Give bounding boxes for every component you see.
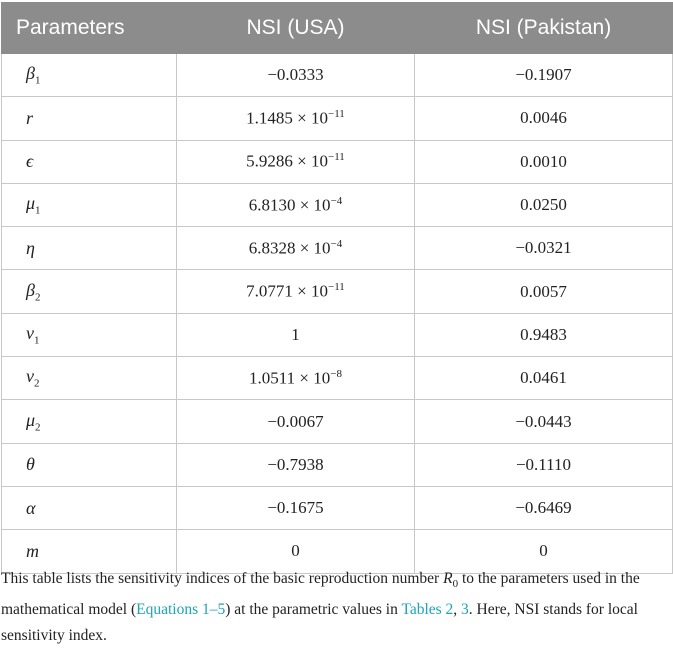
parameter-cell — [2, 140, 177, 183]
nsi-usa-value: 6.8130 × 10 — [248, 195, 331, 215]
header-parameters: Parameters — [2, 3, 177, 54]
nsi-usa-cell — [177, 183, 415, 226]
nsi-pakistan-cell: −0.6469 — [415, 486, 673, 529]
parameter-symbol: μ — [26, 409, 36, 430]
parameter-symbol: α — [26, 497, 36, 518]
nsi-usa-cell — [177, 313, 415, 356]
nsi-usa-value: 1.0511 × 10 — [249, 368, 331, 388]
nsi-usa-cell — [177, 97, 415, 140]
r0-subscript: 0 — [452, 578, 459, 591]
parameter-symbol: ν — [26, 323, 34, 344]
table-row — [2, 54, 673, 97]
table3-link[interactable]: 3 — [461, 601, 469, 619]
nsi-pakistan-cell: −0.1110 — [415, 443, 673, 486]
parameter-symbol: β — [26, 279, 35, 300]
nsi-usa-cell — [177, 140, 415, 183]
nsi-usa-cell — [177, 486, 415, 529]
parameter-subscript: 2 — [34, 291, 41, 304]
nsi-usa-value: −0.0067 — [267, 411, 324, 431]
nsi-usa-exponent: −11 — [328, 281, 345, 294]
parameter-symbol: r — [26, 107, 34, 128]
nsi-usa-value: 0 — [291, 541, 300, 561]
table-row — [2, 486, 673, 529]
table-caption — [1, 566, 669, 649]
nsi-usa-value: 1 — [291, 324, 300, 344]
nsi-usa-value: −0.7938 — [267, 454, 324, 474]
nsi-usa-cell — [177, 270, 415, 313]
parameter-cell — [2, 227, 177, 270]
r0-symbol: R — [443, 570, 453, 587]
nsi-pakistan-cell: −0.1907 — [415, 54, 673, 97]
parameter-subscript: 2 — [35, 421, 41, 434]
sensitivity-table-container — [1, 2, 672, 574]
nsi-usa-cell — [177, 400, 415, 443]
table2-link[interactable]: Tables 2 — [401, 601, 454, 619]
nsi-usa-value: −0.0333 — [267, 65, 324, 85]
parameter-symbol: m — [26, 540, 39, 561]
header-nsi-pakistan: NSI (Pakistan) — [415, 3, 673, 54]
caption-text-5: . Here, NSI stands for local sensitivity index. — [1, 601, 638, 645]
table-row — [2, 313, 673, 356]
parameter-cell — [2, 313, 177, 356]
nsi-usa-exponent: −8 — [330, 367, 342, 380]
table-row — [2, 270, 673, 313]
nsi-pakistan-cell: 0 — [415, 530, 673, 573]
nsi-pakistan-cell: 0.0010 — [415, 140, 673, 183]
nsi-pakistan-cell: 0.0046 — [415, 97, 673, 140]
nsi-usa-cell — [177, 54, 415, 97]
parameter-subscript: 2 — [34, 378, 40, 391]
nsi-pakistan-cell: 0.0057 — [415, 270, 673, 313]
nsi-pakistan-cell: 0.9483 — [415, 313, 673, 356]
nsi-usa-exponent: −4 — [330, 238, 343, 250]
caption-text-3: ) at the parametric values in — [225, 601, 402, 619]
nsi-usa-value: 6.8328 × 10 — [248, 238, 331, 258]
nsi-pakistan-cell: −0.0321 — [415, 227, 673, 270]
parameter-subscript: 1 — [34, 334, 40, 347]
nsi-usa-exponent: −11 — [328, 108, 345, 121]
parameter-symbol: ν — [26, 366, 34, 387]
header-nsi-usa: NSI (USA) — [177, 3, 415, 54]
parameter-cell — [2, 486, 177, 529]
table-row — [2, 227, 673, 270]
nsi-usa-value: 1.1485 × 10 — [246, 108, 329, 128]
nsi-usa-value: −0.1675 — [267, 498, 324, 518]
parameter-cell — [2, 357, 177, 400]
equations-link[interactable]: Equations 1–5 — [136, 601, 226, 619]
parameter-symbol: η — [26, 237, 35, 258]
table-row — [2, 443, 673, 486]
caption-text-1: This table lists the sensitivity indices of the basic reproduction number — [1, 570, 444, 587]
parameter-symbol: β — [26, 63, 35, 84]
parameter-cell — [2, 183, 177, 226]
table-row — [2, 183, 673, 226]
parameter-cell — [2, 270, 177, 313]
parameter-symbol: θ — [26, 454, 35, 475]
nsi-usa-value: 5.9286 × 10 — [246, 152, 329, 172]
nsi-usa-exponent: −4 — [330, 194, 343, 207]
sensitivity-table — [1, 2, 673, 574]
parameter-cell — [2, 400, 177, 443]
nsi-pakistan-cell: −0.0443 — [415, 400, 673, 443]
table-row — [2, 357, 673, 400]
nsi-pakistan-cell: 0.0250 — [415, 183, 673, 226]
caption-text-2: to the parameters used in the mathematical model ( — [1, 570, 640, 619]
table-header-row — [2, 3, 673, 54]
caption-text-4: , — [453, 601, 462, 619]
parameter-symbol: ϵ — [26, 151, 34, 172]
nsi-usa-value: 7.0771 × 10 — [246, 281, 329, 301]
parameter-subscript: 1 — [34, 74, 41, 87]
parameter-cell — [2, 97, 177, 140]
parameter-symbol: μ — [26, 193, 36, 214]
nsi-usa-cell — [177, 443, 415, 486]
nsi-usa-cell — [177, 357, 415, 400]
nsi-usa-cell — [177, 227, 415, 270]
table-row — [2, 97, 673, 140]
parameter-cell — [2, 54, 177, 97]
parameter-subscript: 1 — [35, 204, 41, 217]
table-row — [2, 140, 673, 183]
table-row — [2, 400, 673, 443]
parameter-cell — [2, 443, 177, 486]
nsi-usa-exponent: −11 — [328, 151, 345, 164]
nsi-pakistan-cell: 0.0461 — [415, 357, 673, 400]
